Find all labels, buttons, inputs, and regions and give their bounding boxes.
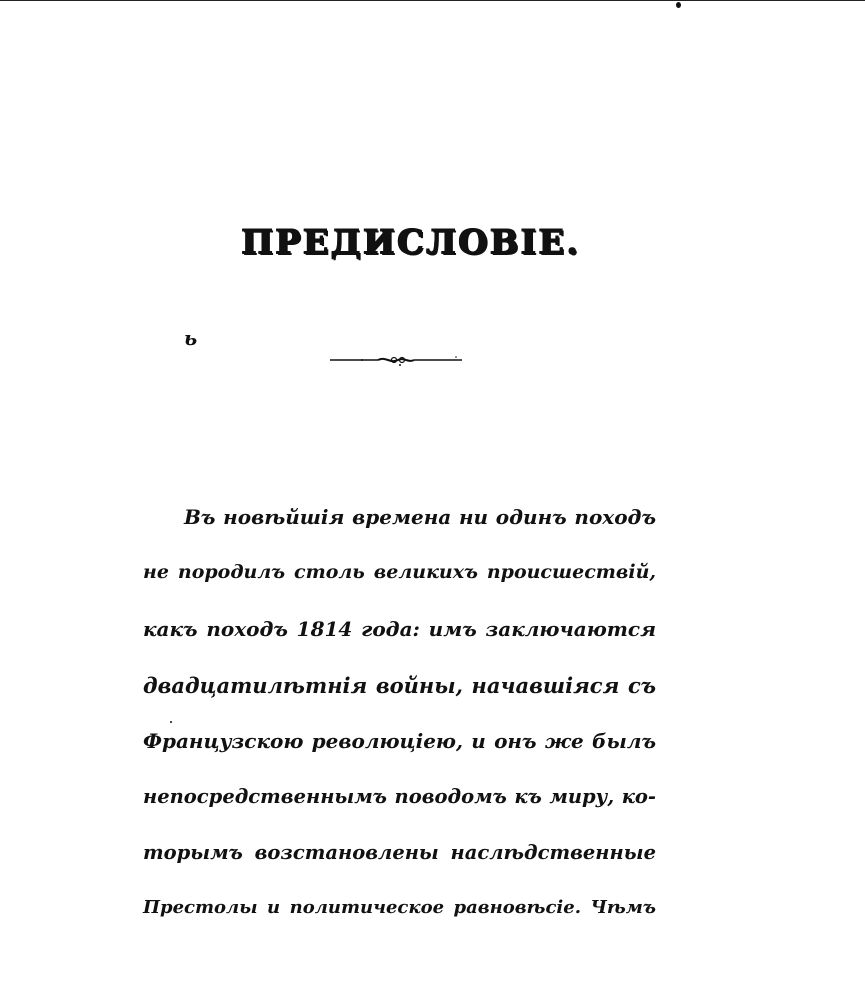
text-line: не породилъ столь великихъ происшествій, xyxy=(143,561,656,583)
text-line: двадцатилѣтнія войны, начавшіяся съ xyxy=(143,673,656,698)
text-line: Престолы и политическое равновѣсіе. Чѣмъ xyxy=(143,897,656,918)
text-line: Французскою революціею, и онъ же былъ xyxy=(143,729,656,753)
chapter-heading: ПРЕДИСЛОВІЕ. xyxy=(240,222,580,262)
text-line: какъ походъ 1814 года: имъ заключаются xyxy=(143,617,656,641)
margin-mark: ь xyxy=(184,326,198,350)
text-line: непосредственнымъ поводомъ къ миру, ко- xyxy=(143,785,656,808)
text-line: торымъ возстановлены наслѣдственные xyxy=(143,841,656,864)
text-line: Въ новѣйшія времена ни одинъ походъ xyxy=(184,505,656,529)
